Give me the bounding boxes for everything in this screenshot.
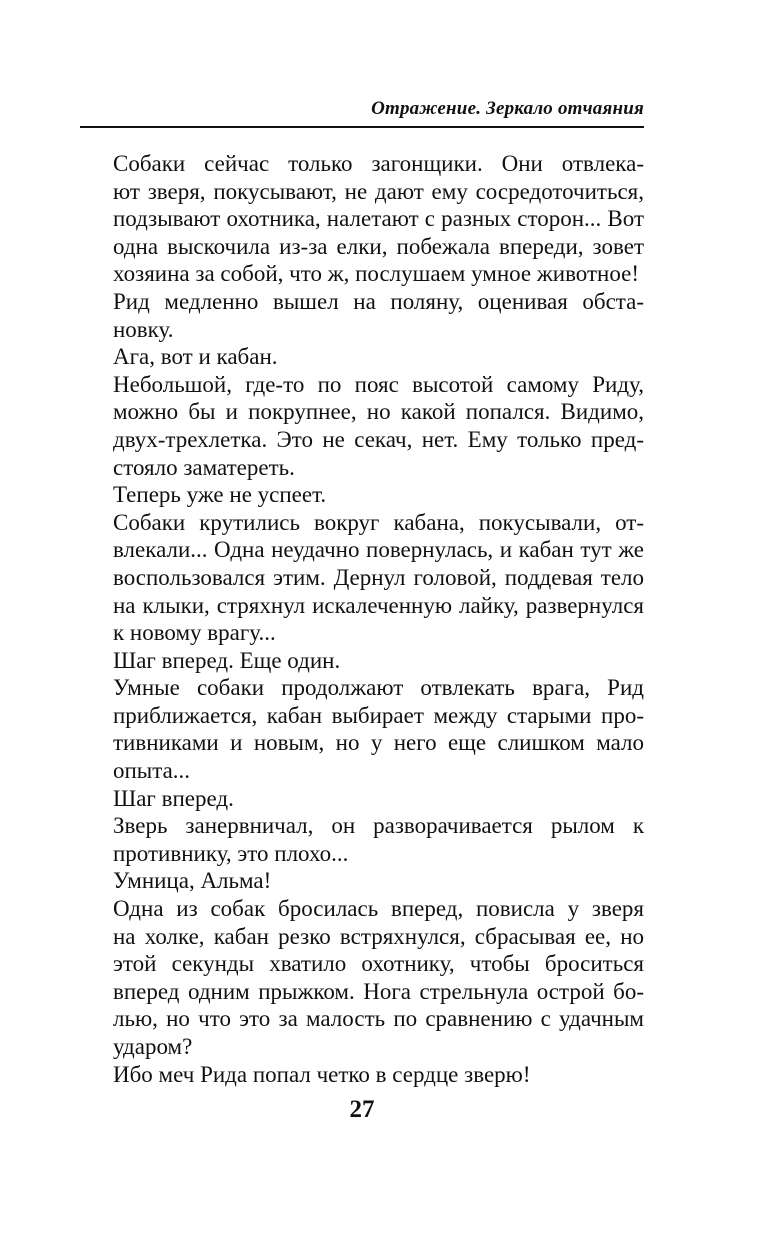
paragraph [80, 150, 644, 288]
text-line: тивниками и новым, но у него еще слишком мало [113, 730, 644, 756]
text-line: лью, но что это за малость по сравнению с удачным [113, 1006, 644, 1032]
paragraph [80, 674, 644, 784]
header-rule [80, 126, 644, 128]
paragraph [80, 1061, 644, 1089]
text-line: Рид медленно вышел на поляну, оценивая обста- [113, 288, 644, 314]
text-line: Теперь уже не успеет. [113, 482, 327, 508]
text-line: на холке, кабан резко встряхнулся, сбрасывая ее, но [113, 923, 644, 949]
paragraph [80, 812, 644, 867]
paragraph [80, 647, 644, 675]
text-line: на клыки, стряхнул искалеченную лайку, развернулся [113, 592, 644, 618]
text-line: ют зверя, покусывают, не дают ему сосредоточиться, [113, 178, 644, 204]
text-line: к новому врагу... [113, 620, 276, 646]
text-line: воспользовался этим. Дернул головой, поддевая тело [113, 564, 644, 590]
paragraph [80, 343, 644, 371]
text-line: приближается, кабан выбирает между старыми про- [113, 702, 644, 728]
text-line: противнику, это плохо... [113, 840, 349, 866]
text-line: Ибо меч Рида попал четко в сердце зверю! [113, 1061, 531, 1087]
paragraph [80, 509, 644, 647]
text-line: Умные собаки продолжают отвлекать врага, Рид [113, 675, 644, 701]
text-line: Умница, Альма! [113, 868, 272, 894]
page-number: 27 [349, 1096, 375, 1123]
paragraph [80, 288, 644, 343]
text-line: Шаг вперед. [113, 785, 234, 811]
text-line: одна выскочила из-за елки, побежала впереди, зовет [113, 233, 644, 259]
body-text [80, 150, 644, 1088]
running-head-title: Отражение. Зеркало отчаяния [371, 98, 644, 119]
paragraph [80, 785, 644, 813]
text-line: вперед одним прыжком. Нога стрельнула острой бо- [113, 978, 644, 1004]
text-line: хозяина за собой, что ж, послушаем умное животное! [113, 261, 639, 287]
text-line: новку. [113, 316, 174, 342]
text-line: Собаки крутились вокруг кабана, покусывали, от- [113, 509, 644, 535]
text-line: Одна из собак бросилась вперед, повисла у зверя [113, 896, 644, 922]
text-line: влекали... Одна неудачно повернулась, и кабан тут же [113, 537, 644, 563]
paragraph [80, 371, 644, 481]
paragraph [80, 867, 644, 895]
text-line: ударом? [113, 1034, 193, 1059]
text-line: Ага, вот и кабан. [113, 344, 278, 370]
text-line: подзывают охотника, налетают с разных сторон... Вот [113, 206, 644, 232]
text-line: Небольшой, где-то по пояс высотой самому Риду, [113, 371, 644, 397]
text-line: опыта... [113, 758, 191, 784]
paragraph [80, 895, 644, 1061]
text-line: двух-трехлетка. Это не секач, нет. Ему только пред- [113, 426, 644, 452]
text-line: Зверь занервничал, он разворачивается рылом к [113, 813, 644, 839]
text-line: стояло заматереть. [113, 454, 295, 480]
text-line: можно бы и покрупнее, но какой попался. Видимо, [113, 399, 644, 425]
paragraph [80, 481, 644, 509]
text-line: Шаг вперед. Еще один. [113, 647, 341, 673]
text-line: Собаки сейчас только загонщики. Они отвлека- [113, 151, 644, 176]
text-line: этой секунды хватило охотнику, чтобы броситься [113, 951, 644, 977]
